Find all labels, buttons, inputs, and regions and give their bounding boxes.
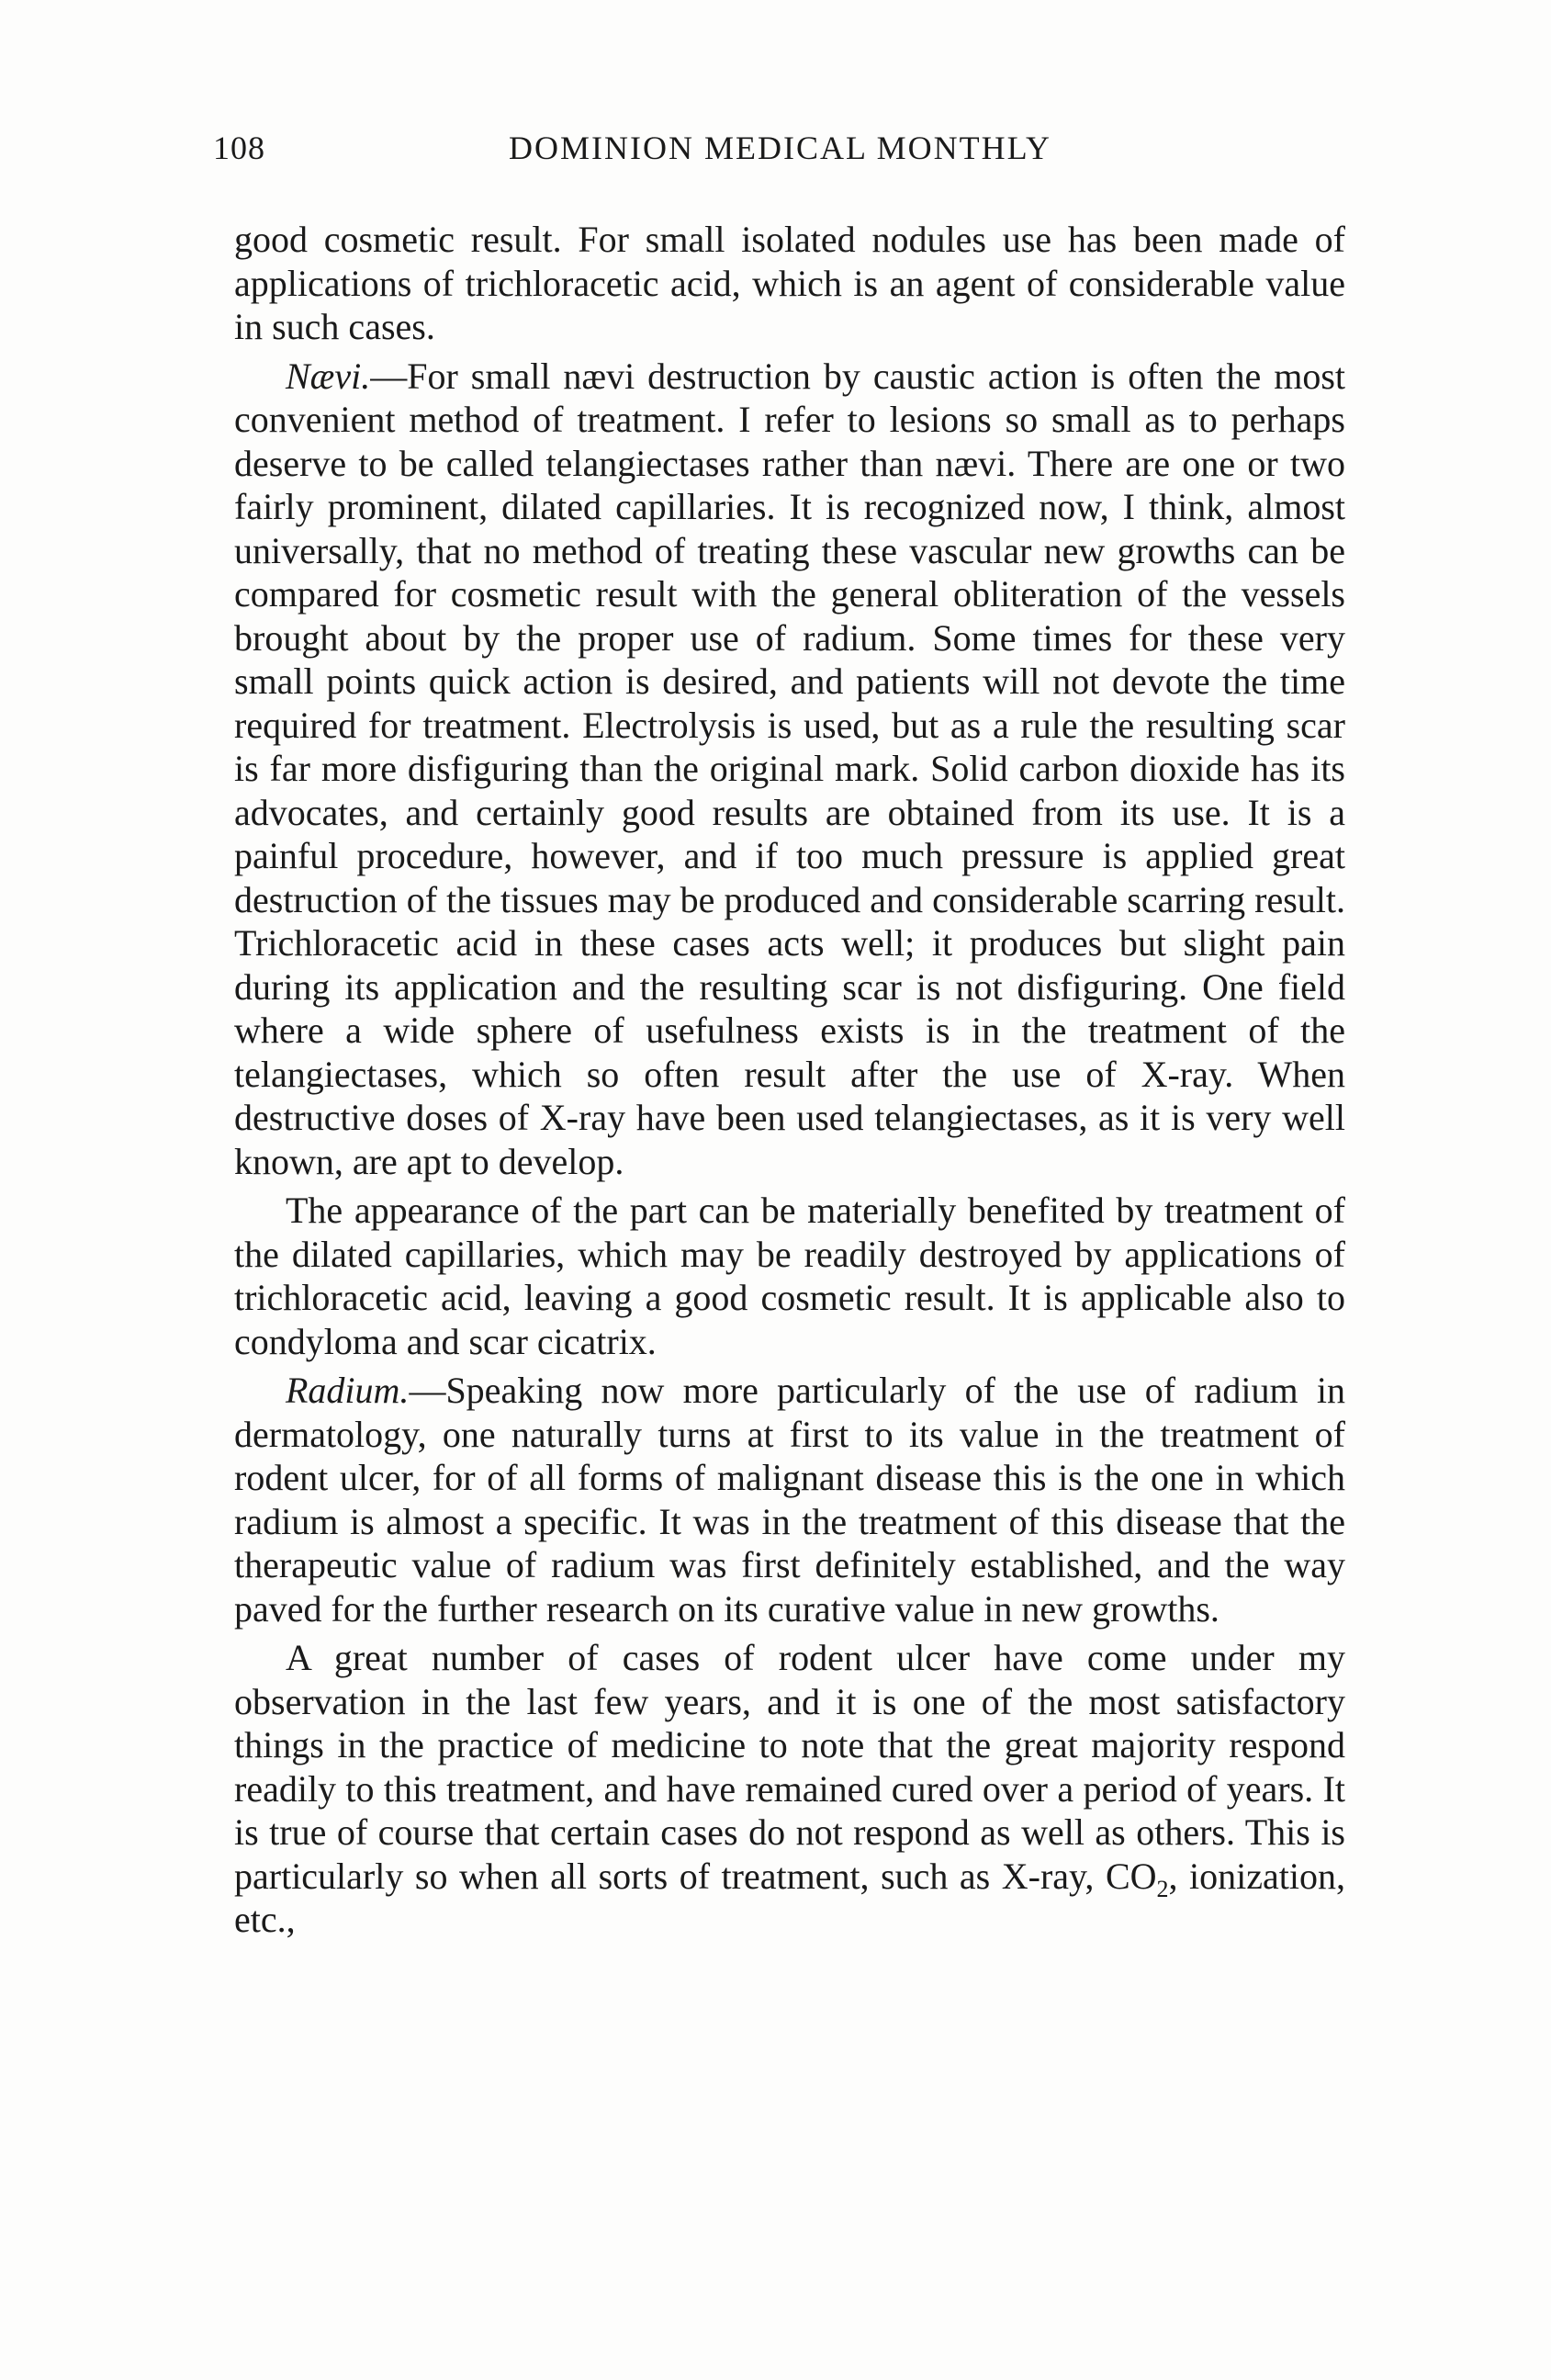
section-lead-radium: Radium. (286, 1370, 410, 1411)
subscript: 2 (1156, 1875, 1169, 1902)
paragraph-text: —Speaking now more particularly of the use of radium in dermatology, one naturally turns at first to its value in the treatment of rodent ulcer, for of all forms of malignant disease this is the one in which radium is almost a specific. It was in the treatment of this disease that the therapeutic value of radium was first definitely established, and the way paved for the further research on its curative value in new growths. (234, 1370, 1345, 1630)
body-text (234, 218, 1345, 1947)
running-head: DOMINION MEDICAL MONTHLY (508, 130, 1051, 166)
paragraph (234, 1636, 1345, 1942)
page-header (213, 129, 1347, 184)
paragraph (234, 355, 1345, 1184)
paragraph-text: good cosmetic result. For small isolated nodules use has been made of applications of trichloracetic acid, which is an agent of considerable value in such cases. (234, 219, 1345, 347)
section-lead-naevi: Nævi. (286, 355, 371, 397)
paragraph-text: —For small nævi destruction by caustic action is often the most convenient method of treatment. I refer to lesions so small as to perhaps deserve to be called telangiectases rather than nævi. There are one or two fairly prominent, dilated capillaries. It is recognized now, I think, almost universally, that no method of treating these vascular new growths can be compared for cosmetic result with the general obliteration of the vessels brought about by the proper use of radium. Some times for these very small points quick action is desired, and patients will not devote the time required for treatment. Electrolysis is used, but as a rule the resulting scar is far more disfiguring than the original mark. Solid carbon dioxide has its advocates, and certainly good results are obtained from its use. It is a painful procedure, however, and if too much pressure is applied great destruction of the tissues may be produced and considerable scarring result. Trichloracetic acid in these cases acts well; it produces but slight pain during its application and the resulting scar is not disfiguring. One field where a wide sphere of usefulness exists is in the treatment of the telangiectases, which so often result after the use of X-ray. When destructive doses of X-ray have been used telangiectases, as it is very well known, are apt to develop. (234, 355, 1345, 1182)
paragraph (234, 218, 1345, 349)
paragraph (234, 1189, 1345, 1363)
paragraph (234, 1369, 1345, 1630)
paragraph-text: A great number of cases of rodent ulcer have come under my observation in the last few years, and it is one of the most satisfactory things in the practice of medicine to note that the great majority respond readily to this treatment, and have remained cured over a period of years. It is true of course that certain cases do not respond as well as others. This is particularly so when all sorts of treatment, such as X-ray, CO (234, 1637, 1345, 1897)
page-number: 108 (213, 130, 265, 166)
paragraph-text: The appearance of the part can be materially benefited by treatment of the dilated capillaries, which may be readily destroyed by applications of trichloracetic acid, leaving a good cosmetic result. It is applicable also to condyloma and scar cicatrix. (234, 1190, 1345, 1362)
paragraph-text-tail: , ionization, etc., (234, 1855, 1345, 1940)
